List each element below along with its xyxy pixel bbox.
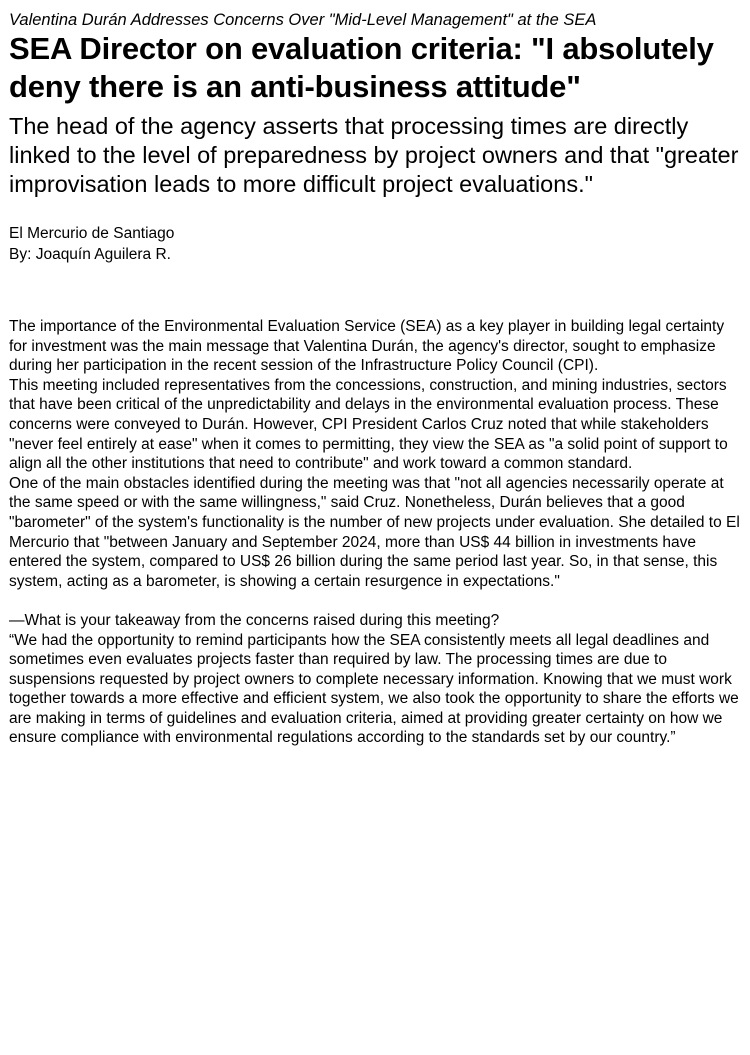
author-byline: By: Joaquín Aguilera R. <box>9 246 171 263</box>
byline-block <box>9 223 742 265</box>
body-paragraph: This meeting included representatives from the concessions, construction, and mining industries, sectors that have been critical of the unpredictability and delays in the environmental evaluation process. These concerns were conveyed to Durán. However, CPI President Carlos Cruz noted that while stakeholders "never feel entirely at ease" when it comes to permitting, they view the SEA as "a solid point of support to align all the other institutions that need to contribute" and work toward a common standard. <box>9 376 728 473</box>
article-deck: The head of the agency asserts that processing times are directly linked to the level of preparedness by project owners and that "greater improvisation leads to more difficult project evaluations." <box>9 113 739 197</box>
publication-source: El Mercurio de Santiago <box>9 225 175 242</box>
interview-question: —What is your takeaway from the concerns raised during this meeting? <box>9 611 500 629</box>
interview-answer: “We had the opportunity to remind participants how the SEA consistently meets all legal deadlines and sometimes even evaluates projects faster than required by law. The processing times are due to suspensions requested by project owners to complete necessary information. Knowing that we must work together towards a more effective and efficient system, we also took the opportunity to share the efforts we are making in terms of guidelines and evaluation criteria, aimed at providing greater certainty on how we ensure compliance with environmental regulations according to the standards set by our country.” <box>9 631 739 747</box>
article-kicker: Valentina Durán Addresses Concerns Over "Mid-Level Management" at the SEA <box>9 11 597 29</box>
body-paragraph: One of the main obstacles identified during the meeting was that "not all agencies necessarily operate at the same speed or with the same willingness," said Cruz. Nonetheless, Durán believes that a good "barometer" of the system's functionality is the number of new projects under evaluation. She detailed to El Mercurio that "between January and September 2024, more than US$ 44 billion in investments have entered the system, compared to US$ 26 billion during the same period last year. So, in that sense, this system, acting as a barometer, is showing a certain resurgence in expectations." <box>9 474 740 590</box>
body-paragraph: The importance of the Environmental Evaluation Service (SEA) as a key player in building legal certainty for investment was the main message that Valentina Durán, the agency's director, sought to emphasize during her participation in the recent session of the Infrastructure Policy Council (CPI). <box>9 318 725 375</box>
article-body <box>9 317 742 748</box>
article-headline: SEA Director on evaluation criteria: "I absolutely deny there is an anti-business attitude" <box>9 31 714 104</box>
